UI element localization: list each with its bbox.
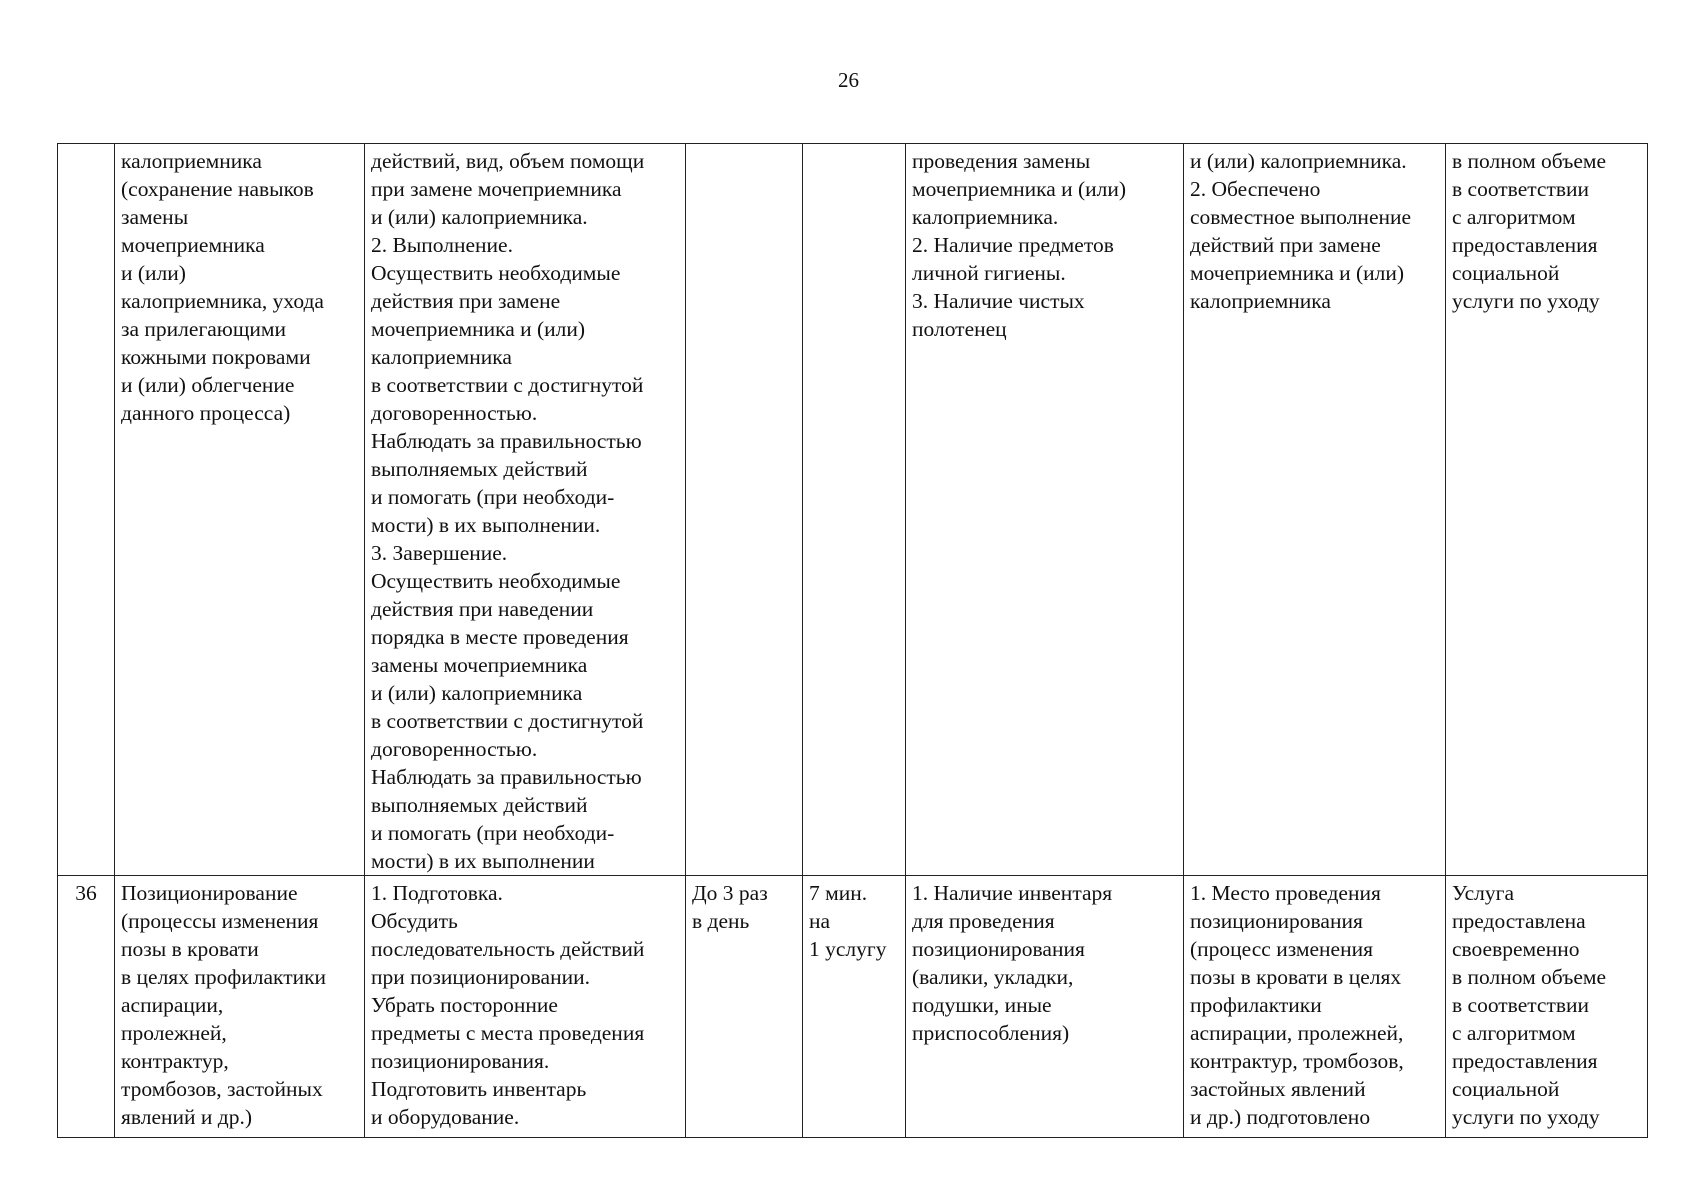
cell-text-line: в соответствии xyxy=(1452,177,1590,201)
cell-text-line: мочеприемника и (или) xyxy=(912,177,1127,201)
cell-text-line: До 3 раз xyxy=(692,881,768,905)
cell-text-line: выполняемых действий xyxy=(371,793,588,817)
cell-text-line: мочеприемника xyxy=(121,233,265,257)
cell-text-line: 2. Обеспечено xyxy=(1190,177,1321,201)
cell-text-line: для проведения xyxy=(912,909,1055,933)
cell-text-line: замены мочеприемника xyxy=(371,653,588,677)
cell-text-line: с алгоритмом xyxy=(1452,205,1576,229)
cell-text-line: замены xyxy=(121,205,189,229)
cell-text-line: полотенец xyxy=(912,317,1007,341)
cell-text-line: аспирации, пролежней, xyxy=(1190,1021,1404,1045)
cell-text-line: (процессы изменения xyxy=(121,909,319,933)
cell-text-line: Наблюдать за правильностью xyxy=(371,429,642,453)
cell-text-line: мочеприемника и (или) xyxy=(371,317,586,341)
cell-text-line: калоприемника xyxy=(1190,289,1331,313)
cell-text-line: и (или) калоприемника. xyxy=(371,205,588,229)
cell-text-line: данного процесса) xyxy=(121,401,291,425)
cell-text-line: на xyxy=(809,909,831,933)
cell-text-line: пролежней, xyxy=(121,1021,227,1045)
cell-text-line: услуги по уходу xyxy=(1452,289,1600,313)
cell-text-line: 1. Место проведения xyxy=(1190,881,1381,905)
conditions-cell xyxy=(906,144,1184,876)
cell-text-line: в целях профилактики xyxy=(121,965,327,989)
table-row xyxy=(58,144,1648,876)
cell-text-line: последовательность действий xyxy=(371,937,645,961)
cell-text-line: предоставления xyxy=(1452,1049,1598,1073)
cell-text-line: профилактики xyxy=(1190,993,1322,1017)
cell-text-line: и др.) подготовлено xyxy=(1190,1105,1371,1129)
cell-text-line: действия при замене xyxy=(371,289,561,313)
table-row xyxy=(58,876,1648,1138)
cell-text-line: проведения замены xyxy=(912,149,1091,173)
cell-text-line: при позиционировании. xyxy=(371,965,590,989)
cell-text-line: 7 мин. xyxy=(809,881,868,905)
cell-text-line: приспособления) xyxy=(912,1021,1070,1045)
cell-text-line: позиционирования xyxy=(1190,909,1363,933)
service-actions-cell xyxy=(365,144,686,876)
cell-text-line: 1 услугу xyxy=(809,937,887,961)
cell-text-line: в соответствии с достигнутой xyxy=(371,709,644,733)
cell-text-line: в полном объеме xyxy=(1452,965,1607,989)
cell-text-line: 1. Подготовка. xyxy=(371,881,503,905)
cell-text-line: контрактур, тромбозов, xyxy=(1190,1049,1404,1073)
cell-text-line: порядка в месте проведения xyxy=(371,625,629,649)
cell-text-line: договоренностью. xyxy=(371,737,538,761)
cell-text-line: контрактур, xyxy=(121,1049,229,1073)
cell-text-line: калоприемника. xyxy=(912,205,1059,229)
cell-text-line: позиционирования xyxy=(912,937,1085,961)
cell-text-line: и (или) облегчение xyxy=(121,373,295,397)
quality-cell xyxy=(1446,876,1648,1138)
services-table xyxy=(57,143,1648,1138)
cell-text-line: при замене мочеприемника xyxy=(371,177,622,201)
cell-text-line: выполняемых действий xyxy=(371,457,588,481)
cell-text-line: Наблюдать за правильностью xyxy=(371,765,642,789)
cell-text-line: 2. Выполнение. xyxy=(371,233,513,257)
results-cell xyxy=(1184,144,1446,876)
cell-text-line: 3. Наличие чистых xyxy=(912,289,1085,313)
cell-text-line: калоприемника xyxy=(121,149,262,173)
page-number: 26 xyxy=(838,68,859,92)
row-number-cell xyxy=(58,144,115,876)
cell-text-line: действия при наведении xyxy=(371,597,594,621)
cell-text-line: позы в кровати в целях xyxy=(1190,965,1402,989)
cell-text-line: договоренностью. xyxy=(371,401,538,425)
cell-text-line: предоставления xyxy=(1452,233,1598,257)
cell-text-line: за прилегающими xyxy=(121,317,287,341)
cell-text-line: своевременно xyxy=(1452,937,1580,961)
cell-text-line: Осуществить необходимые xyxy=(371,569,621,593)
cell-text-line: позы в кровати xyxy=(121,937,259,961)
cell-text-line: калоприемника, ухода xyxy=(121,289,324,313)
cell-text-line: действий, вид, объем помощи xyxy=(371,149,645,173)
conditions-cell xyxy=(906,876,1184,1138)
service-actions-cell xyxy=(365,876,686,1138)
cell-text-line: и (или) калоприемника xyxy=(371,681,583,705)
cell-text-line: Услуга xyxy=(1452,881,1515,905)
frequency-cell xyxy=(686,144,803,876)
cell-text-line: предметы с места проведения xyxy=(371,1021,645,1045)
cell-text-line: социальной xyxy=(1452,1077,1560,1101)
cell-text-line: и оборудование. xyxy=(371,1105,520,1129)
cell-text-line: аспирации, xyxy=(121,993,224,1017)
cell-text-line: в полном объеме xyxy=(1452,149,1607,173)
cell-text-line: социальной xyxy=(1452,261,1560,285)
cell-text-line: и помогать (при необходи- xyxy=(371,485,615,509)
cell-text-line: Позиционирование xyxy=(121,881,298,905)
cell-text-line: тромбозов, застойных xyxy=(121,1077,323,1101)
cell-text-line: мочеприемника и (или) xyxy=(1190,261,1405,285)
cell-text-line: (процесс изменения xyxy=(1190,937,1374,961)
cell-text-line: (сохранение навыков xyxy=(121,177,314,201)
cell-text-line: явлений и др.) xyxy=(121,1105,253,1129)
cell-text-line: Осуществить необходимые xyxy=(371,261,621,285)
cell-text-line: в соответствии xyxy=(1452,993,1590,1017)
cell-text-line: 2. Наличие предметов xyxy=(912,233,1114,257)
cell-text-line: услуги по уходу xyxy=(1452,1105,1600,1129)
cell-text-line: и (или) xyxy=(121,261,186,285)
cell-text-line: 3. Завершение. xyxy=(371,541,508,565)
frequency-cell xyxy=(686,876,803,1138)
cell-text-line: 1. Наличие инвентаря xyxy=(912,881,1113,905)
row-number-cell: 36 xyxy=(58,876,115,1138)
cell-text-line: Обсудить xyxy=(371,909,458,933)
cell-text-line: предоставлена xyxy=(1452,909,1586,933)
cell-text-line: (валики, укладки, xyxy=(912,965,1074,989)
cell-text-line: Подготовить инвентарь xyxy=(371,1077,587,1101)
cell-text-line: личной гигиены. xyxy=(912,261,1066,285)
cell-text-line: в соответствии с достигнутой xyxy=(371,373,644,397)
cell-text-line: действий при замене xyxy=(1190,233,1381,257)
cell-text-line: калоприемника xyxy=(371,345,512,369)
service-name-cell xyxy=(115,144,365,876)
cell-text-line: позиционирования. xyxy=(371,1049,550,1073)
cell-text-line: мости) в их выполнении xyxy=(371,849,595,873)
cell-text-line: Убрать посторонние xyxy=(371,993,558,1017)
cell-text-line: и помогать (при необходи- xyxy=(371,821,615,845)
cell-text-line: подушки, иные xyxy=(912,993,1052,1017)
cell-text-line: с алгоритмом xyxy=(1452,1021,1576,1045)
duration-cell xyxy=(803,876,906,1138)
cell-text-line: в день xyxy=(692,909,750,933)
cell-text-line: застойных явлений xyxy=(1190,1077,1366,1101)
cell-text-line: кожными покровами xyxy=(121,345,311,369)
cell-text-line: совместное выполнение xyxy=(1190,205,1412,229)
results-cell xyxy=(1184,876,1446,1138)
duration-cell xyxy=(803,144,906,876)
service-name-cell xyxy=(115,876,365,1138)
quality-cell xyxy=(1446,144,1648,876)
cell-text-line: и (или) калоприемника. xyxy=(1190,149,1407,173)
cell-text-line: мости) в их выполнении. xyxy=(371,513,601,537)
